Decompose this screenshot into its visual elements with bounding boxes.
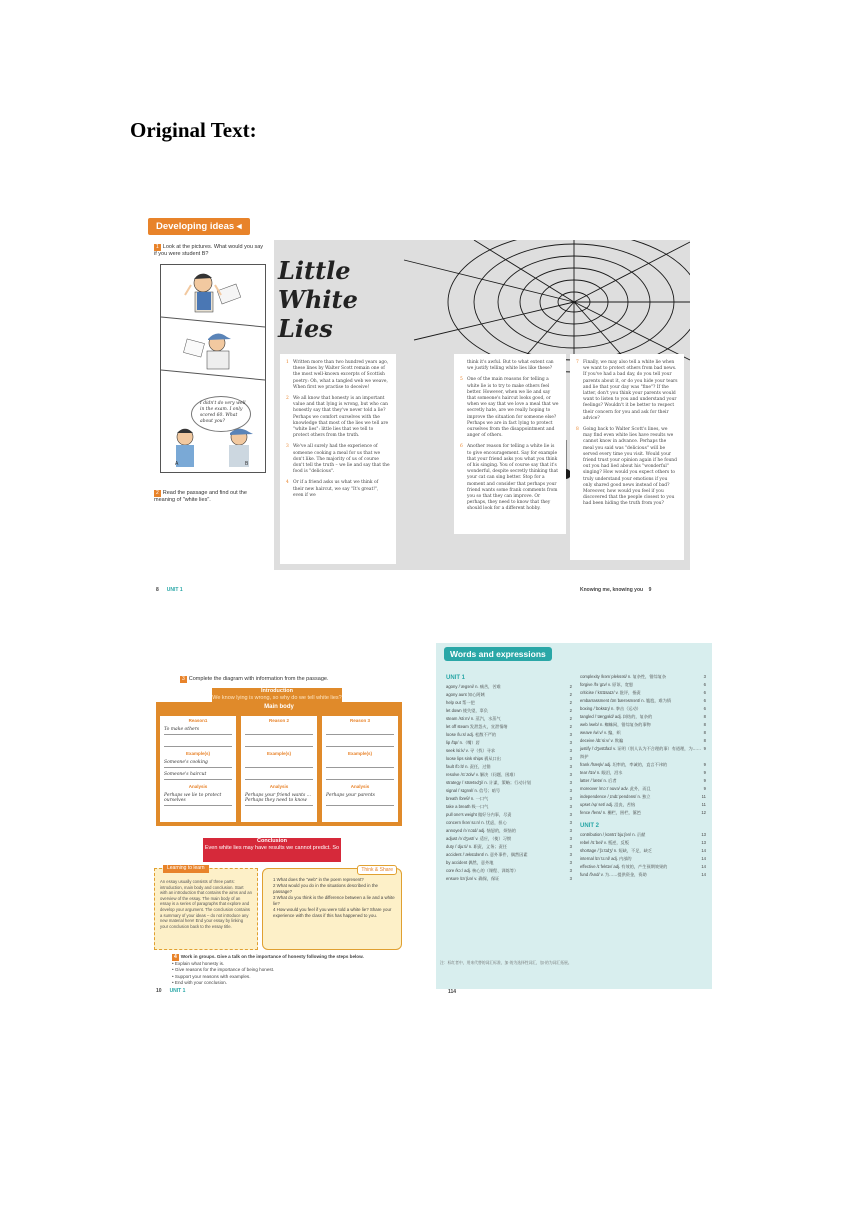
glossary-entry (446, 787, 572, 795)
glossary-page-ref: 3 (569, 860, 572, 865)
glossary-term: let off steam 发泄怨火，宣泄情绪 (446, 724, 508, 729)
glossary-page-ref: 8 (703, 730, 706, 735)
glossary-page-ref: 14 (701, 872, 706, 877)
glossary-entry (446, 811, 572, 819)
glossary-entry (580, 831, 706, 839)
glossary-entry (580, 713, 706, 721)
glossary-entry (580, 689, 706, 697)
question-4: 4 Work in groups. Give a talk on the importance of honesty following the steps below. • Explain what honesty is. • Give reasons for the importance of being honest. • Support your reasons with examples. • End with your conclusion. (172, 954, 364, 985)
glossary-term: accident /ˈæksɪdənt/ n. 意外事件，偶然因素 (446, 852, 528, 857)
glossary-term: core /kɔː/ adj. 核心的（课程、训练等） (446, 868, 519, 873)
glossary-entry (446, 803, 572, 811)
glossary-page-ref: 2 (569, 716, 572, 721)
glossary-page-ref: 3 (569, 844, 572, 849)
glossary-page-ref: 3 (703, 674, 706, 679)
glossary-entry (446, 859, 572, 867)
glossary-term: agony aunt 知心阿姨 (446, 692, 485, 697)
glossary-entry (446, 691, 572, 699)
glossary-entry (446, 819, 572, 827)
glossary-term: frank /fræŋk/ adj. 坦率的，率诚的，直言不讳的 (580, 762, 668, 767)
glossary-page-ref: 3 (569, 740, 572, 745)
glossary-entry (446, 723, 572, 731)
glossary-term: complexity /kəmˈpleksəti/ n. 复杂性，错综复杂 (580, 674, 667, 679)
glossary-term: help out 帮一把 (446, 700, 475, 705)
label-a: A (175, 461, 179, 467)
glossary-entry (580, 863, 706, 871)
glossary-page-ref: 3 (569, 748, 572, 753)
glossary-term: by accident 偶然，意外地 (446, 860, 494, 865)
glossary-term: internal /ɪnˈtɜːnl/ adj. 内部的 (580, 856, 632, 861)
glossary-page-ref: 14 (701, 856, 706, 861)
original-text-heading: Original Text: (130, 118, 257, 142)
glossary-page-ref: 9 (703, 746, 706, 751)
glossary-term: fence /fens/ n. 栅栏，围栏，篱笆 (580, 810, 641, 815)
glossary-page-ref: 14 (701, 848, 706, 853)
glossary-page-ref: 9 (703, 778, 706, 783)
glossary-page-ref: 3 (569, 812, 572, 817)
glossary-entry (446, 715, 572, 723)
glossary-page-114 (436, 643, 712, 989)
glossary-entry (446, 851, 572, 859)
glossary-term: criticise /ˈkrɪtɪsaɪz/ v. 批评，指责 (580, 690, 641, 695)
glossary-term: strategy /ˈstrætədʒi/ n. 计谋，策略；行动计划 (446, 780, 531, 785)
glossary-page-ref: 3 (569, 756, 572, 761)
glossary-entry (580, 729, 706, 737)
glossary-page-ref: 11 (701, 802, 706, 807)
glossary-page-ref: 13 (701, 832, 706, 837)
glossary-page-ref: 8 (703, 714, 706, 719)
glossary-entry (580, 785, 706, 793)
glossary-term: web /web/ n. 蜘蛛网，错综复杂的事物 (580, 722, 651, 727)
glossary-left-column: UNIT 1 agony /ˈæɡəni/ n. 痛苦，苦难 2 agony aunt 知心阿姨 2 help out 帮一把 2 let down 使失望，辜负 2 steam /stiːm/ n. 蒸汽，水蒸气 2 let off steam 发泄怨火，宣泄情绪 2 loose /luːs/ adj. 松散不严的 3 lip /lɪp/ n.（嘴）唇 3 seek /siːk/ v. 寻（找）寻求 3 loose lips sink ships 祸从口出 3 fault /fɔːlt/ n. 责任，过错 3 resolve /rɪˈzɒlv/ v. 解决（问题、困难） 3 strategy /ˈstrætədʒi/ n. 计谋，策略；行动计划 3 signal /ˈsɪɡnəl/ n. 信号；暗号 3 breath /breθ/ n. 一口气 3 take a breath 吸一口气 3 pull one's weight 做好分内事，尽责 3 concern /kənˈsɜːn/ n. 忧虑，担心 3 annoyed /əˈnɔɪd/ adj. 恼怒的，烦恼的 3 adjust /əˈdʒʌst/ v. 适应，（使）习惯 3 duty /ˈdjuːti/ n. 职责，义务；责任 3 accident /ˈæksɪdənt/ n. 意外事件，偶然因素 3 by accident 偶然，意外地 3 core /kɔː/ adj. 核心的（课程、训练等） 3 ensure /ɪnˈʃʊə/ v. 确保，保证 3 (446, 675, 572, 881)
glossary-page-ref: 2 (569, 724, 572, 729)
glossary-entry (580, 855, 706, 863)
glossary-page-ref: 3 (569, 788, 572, 793)
glossary-term: signal /ˈsɪɡnəl/ n. 信号；暗号 (446, 788, 501, 793)
glossary-term: weave /wiːv/ v. 编，织 (580, 730, 621, 735)
glossary-term: forgive /fəˈɡɪv/ v. 原谅，宽恕 (580, 682, 634, 687)
glossary-term: tangled /ˈtæŋɡəld/ adj. 纠结的，复杂的 (580, 714, 653, 719)
glossary-entry (580, 809, 706, 817)
glossary-entry (446, 731, 572, 739)
glossary-entry (580, 847, 706, 855)
glossary-entry (446, 683, 572, 691)
glossary-page-ref: 6 (703, 698, 706, 703)
think-and-share-box: Think & Share 1 What does the "web" in the poem represent? 2 What would you do in the situations described in the passage? 3 What do you think is the difference between a lie and a white lie? 4 How would you feel if you were told a white lie? Share your experience with the class if this has happened to you. (262, 868, 402, 950)
glossary-entry (580, 769, 706, 777)
question-3: 3 Complete the diagram with information from the passage. (182, 676, 329, 682)
glossary-entry (580, 705, 706, 713)
glossary-term: embarrassment /ɪmˈbærəsmənt/ n. 尴尬，难为情 (580, 698, 672, 703)
glossary-right-column: complexity /kəmˈpleksəti/ n. 复杂性，错综复杂 3 forgive /fəˈɡɪv/ v. 原谅，宽恕 6 criticise /ˈkrɪtɪsaɪz/ v. 批评，指责 6 embarrassment /ɪmˈbærəsmənt/ n. 尴尬，难为情 6 boxing /ˈbɒksɪŋ/ n. 拳击（运动） 6 tangled /ˈtæŋɡəld/ adj. 纠结的，复杂的 8 web /web/ n. 蜘蛛网，错综复杂的事物 8 weave /wiːv/ v. 编，织 8 deceive /dɪˈsiːv/ v. 欺骗 8 justify /ˈdʒʌstɪfaɪ/ v. 证明（别人认为不合理的事）有道理，为……辩护 9 frank /fræŋk/ adj. 坦率的，率诚的，直言不讳的 9 tear /tɪə/ n. 眼泪，泪水 9 latter /ˈlætə/ n. 后者 9 moreover /mɔːrˈəʊvə/ adv. 此外，而且 9 independence /ˌɪndɪˈpendəns/ n. 独立 11 upset /ʌpˈset/ adj. 沮丧，苦恼 11 fence /fens/ n. 栅栏，围栏，篱笆 12 UNIT 2 contribution /ˌkɒntrɪˈbjuːʃən/ n. 贡献 13 rebel /rɪˈbel/ v. 叛逆，反叛 13 shortage /ˈʃɔːtɪdʒ/ n. 短缺，不足，缺乏 14 internal /ɪnˈtɜːnl/ adj. 内部的 14 effective /ɪˈfektɪv/ adj. 有效的，产生预期效果的 14 fund /fʌnd/ v. 为……提供资金，资助 14 (580, 674, 706, 877)
glossary-page-ref: 3 (569, 764, 572, 769)
reason-3-column: Reason 3 Example(s) Analysis Perhaps your parents (322, 716, 398, 822)
glossary-entry (580, 721, 706, 729)
glossary-term: effective /ɪˈfektɪv/ adj. 有效的，产生预期效果的 (580, 864, 668, 869)
page-number-8: 8 UNIT 1 (156, 587, 183, 593)
glossary-term: tear /tɪə/ n. 眼泪，泪水 (580, 770, 623, 775)
glossary-page-ref: 13 (701, 840, 706, 845)
glossary-page-ref: 9 (703, 762, 706, 767)
glossary-page-ref: 2 (569, 700, 572, 705)
glossary-term: justify /ˈdʒʌstɪfaɪ/ v. 证明（别人认为不合理的事）有道理，为……辩护 (580, 746, 702, 759)
glossary-entry (446, 707, 572, 715)
glossary-page-ref: 6 (703, 690, 706, 695)
glossary-term: upset /ʌpˈset/ adj. 沮丧，苦恼 (580, 802, 636, 807)
glossary-term: independence /ˌɪndɪˈpendəns/ n. 独立 (580, 794, 651, 799)
passage-column-1: 1 Written more than two hundred years ago, these lines by Walter Scott remain one of the most well-known excerpts of Scottish poetry: Oh, what a tangled web we weave, When first we practise to deceive! 2 We all know that honesty is an important value and that lying is wrong, but who can honestly say that they've never told a lie? Perhaps we comfort ourselves with the knowledge that most of the lies we tell are "white lies": little lies that we tell to protect others from the truth. 3 We've all surely had the experience of someone cooking a meal for us that we don't like. The majority of us of course don't tell the truth – we lie and say that the food is "delicious". 4 Or if a friend asks us what we think of their new haircut, we say "It's great!", even if we (280, 354, 396, 564)
glossary-entry (446, 699, 572, 707)
glossary-term: contribution /ˌkɒntrɪˈbjuːʃən/ n. 贡献 (580, 832, 646, 837)
glossary-term: rebel /rɪˈbel/ v. 叛逆，反叛 (580, 840, 629, 845)
glossary-page-ref: 3 (569, 732, 572, 737)
glossary-term: concern /kənˈsɜːn/ n. 忧虑，担心 (446, 820, 507, 825)
glossary-entry (446, 843, 572, 851)
glossary-entry (446, 875, 572, 883)
glossary-page-ref: 14 (701, 864, 706, 869)
glossary-term: fault /fɔːlt/ n. 责任，过错 (446, 764, 491, 769)
glossary-term: deceive /dɪˈsiːv/ v. 欺骗 (580, 738, 624, 743)
learning-to-learn-box: Learning to learn An essay usually consists of three parts: introduction, main body and conclusion. Start with an introduction that contains the aims and an overview of the essay. The main body of an essay is a series of paragraphs that explore and develop your argument. The conclusion contains a summary of your ideas – do not introduce any new material here! End your essay by linking your conclusion back to the essay title. (154, 868, 258, 950)
glossary-page-ref: 3 (569, 876, 572, 881)
glossary-term: lip /lɪp/ n.（嘴）唇 (446, 740, 480, 745)
glossary-footnote: 注：标红者中，用来代替的词汇标准，加·的为选择性词汇，加·的为词汇拓展。 (440, 961, 572, 965)
glossary-term: pull one's weight 做好分内事，尽责 (446, 812, 512, 817)
reason-2-column: Reason 2 Example(s) Analysis Perhaps your friend wants ... Perhaps they need to know (241, 716, 317, 822)
speech-bubble: I didn't do very well in the exam. I only scored 60. What about you? (191, 396, 251, 432)
glossary-page-ref: 6 (703, 706, 706, 711)
glossary-entry (580, 761, 706, 769)
glossary-page-ref: 6 (703, 682, 706, 687)
glossary-term: annoyed /əˈnɔɪd/ adj. 恼怒的，烦恼的 (446, 828, 516, 833)
glossary-entry (580, 801, 706, 809)
question-2: 2 Read the passage and find out the meaning of "white lies". (154, 490, 247, 503)
glossary-term: fund /fʌnd/ v. 为……提供资金，资助 (580, 872, 647, 877)
passage-column-2: think it's awful. But to what extent can we justify telling white lies like these? 5 One of the main reasons for telling a white lie is to try to make others feel better. However, when we lie and say that someone's haircut looks good, or when we say that we love a meal that we secretly hate, are we really hoping to improve the situation for someone else? Perhaps we are in fact lying to protect ourselves from the disappointment and anger of others. 6 Another reason for telling a white lie is to give encouragement. Say for example that your friend asks you what you think of his singing. You of course say that it's wonderful, despite secretly thinking that your cat can sing better. Stop for a moment and consider that perhaps your friend wants some frank comments from you so that they can improve. Or perhaps, they need to know that they should look for a different hobby. (454, 354, 566, 534)
glossary-page-ref: 3 (569, 868, 572, 873)
glossary-term: adjust /əˈdʒʌst/ v. 适应，（使）习惯 (446, 836, 512, 841)
textbook-page-10 (148, 668, 410, 998)
glossary-term: seek /siːk/ v. 寻（找）寻求 (446, 748, 496, 753)
glossary-page-ref: 3 (569, 852, 572, 857)
glossary-entry (580, 745, 706, 761)
glossary-page-ref: 3 (569, 820, 572, 825)
glossary-term: let down 使失望，辜负 (446, 708, 488, 713)
glossary-entry (446, 755, 572, 763)
passage-column-3: 7 Finally, we may also tell a white lie when we want to protect others from bad news. If you've had a bad day, do you tell your parents about it, or do you hide your tears and lie that your day was "fine"? If the latter, don't you think your parents would want to listen to you and understand your feelings? Wouldn't it be better to respect their concern for you and ask for their advice? 8 Going back to Walter Scott's lines, we may find even white lies have results we cannot know in advance. Perhaps the meal you said was "delicious" will be served every time you visit. Would your friend trust your opinion again if he found out you had lied about his "wonderful" singing? How would you expect others to truly understand your emotions if you only shared good news instead of bad? Moreover, how would you feel if you discovered that the people closest to you had been hiding the truth from you? (570, 354, 684, 560)
glossary-term: steam /stiːm/ n. 蒸汽，水蒸气 (446, 716, 501, 721)
glossary-page-ref: 3 (569, 828, 572, 833)
page-number-10: 10 UNIT 1 (156, 988, 186, 994)
glossary-term: shortage /ˈʃɔːtɪdʒ/ n. 短缺，不足，缺乏 (580, 848, 652, 853)
label-b: B (245, 461, 249, 467)
glossary-page-ref: 2 (569, 692, 572, 697)
glossary-entry (446, 763, 572, 771)
glossary-page-ref: 2 (569, 708, 572, 713)
comic-strip-illustration (161, 265, 265, 472)
glossary-page-ref: 8 (703, 722, 706, 727)
glossary-page-ref: 9 (703, 770, 706, 775)
comic-strip-image (160, 264, 266, 473)
glossary-entry (446, 779, 572, 787)
glossary-page-ref: 3 (569, 780, 572, 785)
developing-ideas-badge: Developing ideas ◂ (148, 218, 250, 235)
main-body-box: Main body Reason1 To make others Example(s) Someone's cooking Someone's haircut Analysis Perhaps we lie to protect ourselves Reason 2 Example(s) Analysis Perhaps your friend wants ... Perhaps they need to know Reason 3 Example(s) Analysis Perhaps your parents (156, 702, 402, 826)
glossary-page-ref: 3 (569, 796, 572, 801)
glossary-page-ref: 3 (569, 836, 572, 841)
glossary-term: loose /luːs/ adj. 松散不严的 (446, 732, 497, 737)
glossary-term: moreover /mɔːrˈəʊvə/ adv. 此外，而且 (580, 786, 651, 791)
spider-web-illustration (274, 240, 690, 570)
page-number-114: 114 (448, 989, 457, 995)
page-number-9: Knowing me, knowing you 9 (580, 587, 652, 593)
reason-1-column: Reason1 To make others Example(s) Someone's cooking Someone's haircut Analysis Perhaps we lie to protect ourselves (160, 716, 236, 822)
passage-title: Little White Lies (278, 256, 358, 343)
glossary-entry (446, 867, 572, 875)
words-and-expressions-title: Words and expressions (444, 647, 552, 661)
glossary-entry (580, 737, 706, 745)
glossary-entry (446, 739, 572, 747)
glossary-entry (446, 827, 572, 835)
textbook-spread-pages-8-9 (148, 214, 693, 599)
conclusion-box: Conclusion Even white lies may have results we cannot predict. So (203, 838, 341, 862)
glossary-term: resolve /rɪˈzɒlv/ v. 解决（问题、困难） (446, 772, 518, 777)
glossary-term: agony /ˈæɡəni/ n. 痛苦，苦难 (446, 684, 501, 689)
glossary-entry (580, 777, 706, 785)
glossary-entry (580, 673, 706, 681)
glossary-term: breath /breθ/ n. 一口气 (446, 796, 489, 801)
question-1: 1 Look at the pictures. What would you say if you were student B? (154, 244, 264, 257)
glossary-term: loose lips sink ships 祸从口出 (446, 756, 501, 761)
glossary-entry (580, 871, 706, 879)
glossary-entry (446, 795, 572, 803)
glossary-page-ref: 9 (703, 786, 706, 791)
glossary-term: take a breath 吸一口气 (446, 804, 489, 809)
glossary-term: latter /ˈlætə/ n. 后者 (580, 778, 617, 783)
glossary-page-ref: 3 (569, 772, 572, 777)
glossary-entry (580, 681, 706, 689)
glossary-term: ensure /ɪnˈʃʊə/ v. 确保，保证 (446, 876, 500, 881)
glossary-entry (580, 793, 706, 801)
glossary-entry (580, 839, 706, 847)
glossary-entry (580, 697, 706, 705)
glossary-entry (446, 747, 572, 755)
glossary-entry (446, 771, 572, 779)
glossary-entry (446, 835, 572, 843)
glossary-page-ref: 3 (569, 804, 572, 809)
introduction-box: Introduction We know lying is wrong, so why do we tell white lies? (212, 688, 342, 710)
glossary-page-ref: 8 (703, 738, 706, 743)
glossary-page-ref: 12 (701, 810, 706, 815)
glossary-term: boxing /ˈbɒksɪŋ/ n. 拳击（运动） (580, 706, 641, 711)
glossary-page-ref: 2 (569, 684, 572, 689)
glossary-page-ref: 11 (701, 794, 706, 799)
glossary-term: duty /ˈdjuːti/ n. 职责，义务；责任 (446, 844, 507, 849)
